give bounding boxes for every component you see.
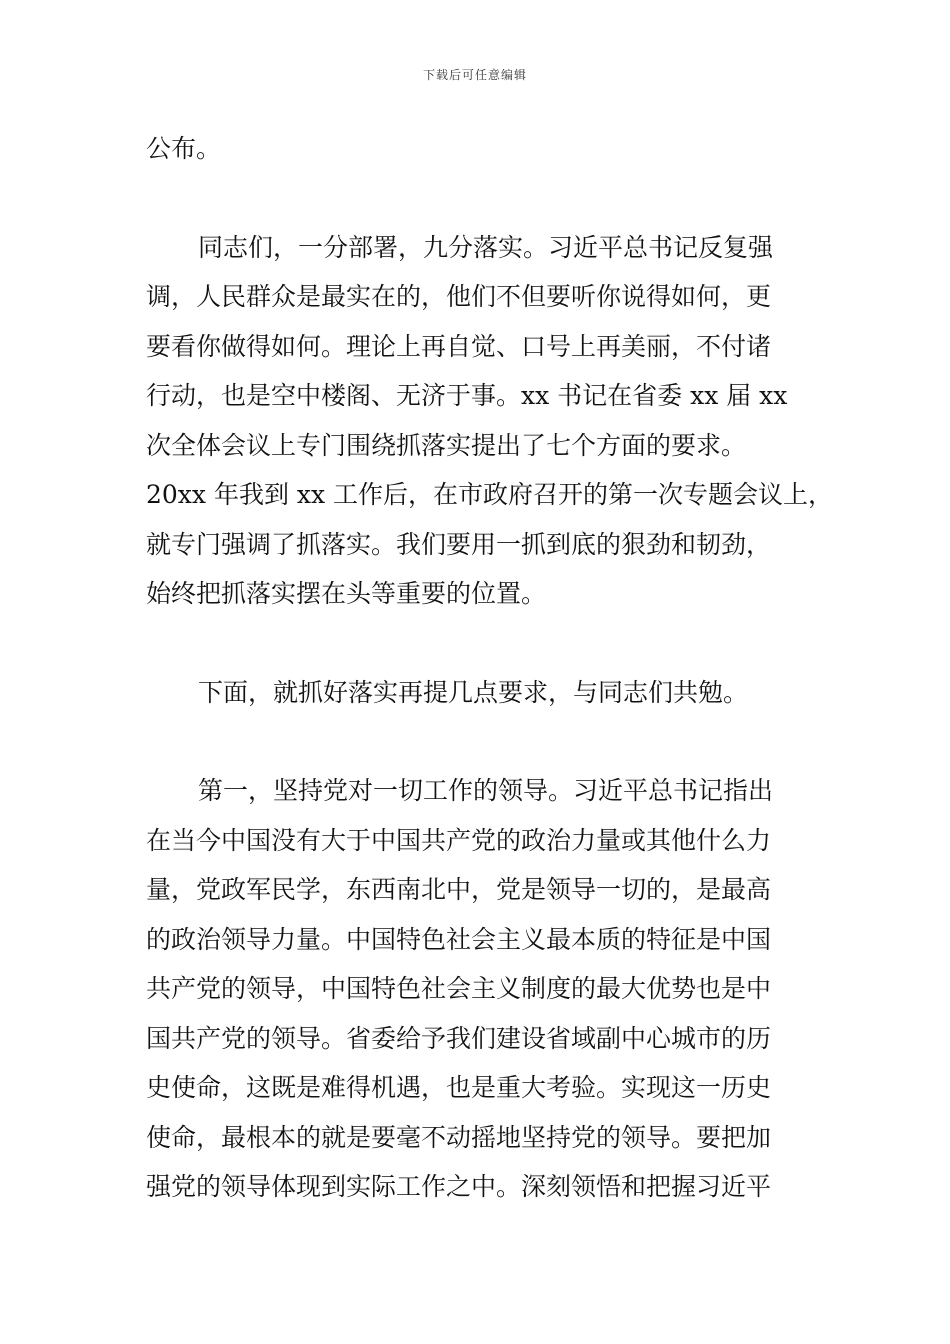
text-line: 20xx 年我到 xx 工作后，在市政府召开的第一次专题会议上， [146, 480, 834, 509]
text-line: 调，人民群众是最实在的，他们不但要听你说得如何，更 [146, 282, 772, 311]
text-line: 公布。 [146, 134, 222, 163]
page-header: 下载后可任意编辑 [422, 68, 527, 82]
text-line: 次全体会议上专门围绕抓落实提出了七个方面的要求。 [146, 430, 747, 460]
document-body [146, 124, 834, 1212]
paragraph-1 [146, 124, 818, 174]
text-line: 同志们，一分部署，九分落实。习近平总书记反复强 [198, 232, 774, 262]
text-line: 量，党政军民学，东西南北中，党是领导一切的，是最高 [146, 875, 772, 904]
text-line: 下面，就抓好落实再提几点要求，与同志们共勉。 [198, 677, 749, 707]
text-line: 在当今中国没有大于中国共产党的政治力量或其他什么力 [146, 825, 772, 855]
paragraph-3 [146, 668, 818, 718]
text-line: 史使命，这既是难得机遇，也是重大考验。实现这一历史 [146, 1073, 772, 1102]
text-line: 第一，坚持党对一切工作的领导。习近平总书记指出 [198, 776, 774, 805]
text-line: 的政治领导力量。中国特色社会主义最本质的特征是中国 [146, 924, 772, 954]
text-line: 要看你做得如何。理论上再自觉、口号上再美丽，不付诸 [146, 331, 772, 361]
text-line: 行动，也是空中楼阁、无济于事。xx 书记在省委 xx 届 xx [146, 381, 788, 410]
text-line: 共产党的领导，中国特色社会主义制度的最大优势也是中 [146, 974, 772, 1003]
text-line: 始终把抓落实摆在头等重要的位置。 [146, 579, 547, 608]
paragraph-4 [146, 766, 818, 1212]
text-line: 就专门强调了抓落实。我们要用一抓到底的狠劲和韧劲， [146, 529, 772, 559]
text-line: 使命，最根本的就是要毫不动摇地坚持党的领导。要把加 [146, 1122, 772, 1152]
text-line: 强党的领导体现到实际工作之中。深刻领悟和把握习近平 [146, 1172, 772, 1201]
paragraph-2 [146, 223, 834, 619]
text-line: 国共产党的领导。省委给予我们建设省域副中心城市的历 [146, 1023, 772, 1053]
